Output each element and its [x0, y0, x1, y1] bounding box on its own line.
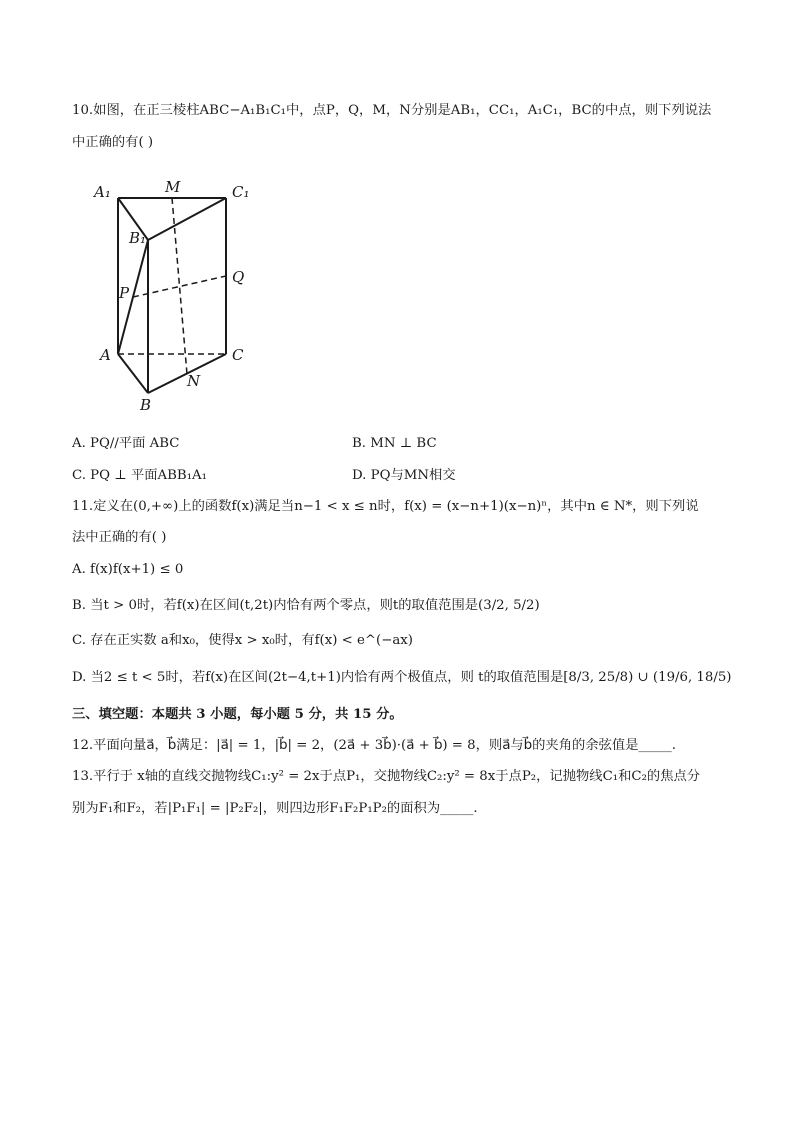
- label-b1: B₁: [129, 229, 147, 247]
- q10-stem-line2: 中正确的有( ): [72, 135, 154, 150]
- label-b: B: [140, 396, 152, 414]
- label-n: N: [187, 372, 201, 390]
- label-c1: C₁: [232, 183, 250, 201]
- q11-option-a: A. f(x)f(x+1) ≤ 0: [72, 562, 184, 577]
- q10-option-d: D. PQ与MN相交: [352, 468, 456, 483]
- q11-option-b: B. 当t > 0时，若f(x)在区间(t,2t)内恰有两个零点，则t的取值范围是(3/2, 5/2): [72, 598, 540, 613]
- q13-stem-line2: 别为F₁和F₂，若|P₁F₁| = |P₂F₂|，则四边形F₁F₂P₁P₂的面积为_____.: [72, 801, 478, 816]
- q13-stem-line1: 13.平行于 x轴的直线交抛物线C₁:y² = 2x于点P₁，交抛物线C₂:y² = 8x于点P₂，记抛物线C₁和C₂的焦点分: [72, 769, 701, 784]
- label-c: C: [232, 346, 244, 364]
- section-heading-fill-in: 三、填空题：本题共 3 小题，每小题 5 分，共 15 分。: [72, 707, 403, 722]
- label-a: A: [100, 346, 111, 364]
- label-q: Q: [232, 268, 245, 286]
- label-p: P: [119, 284, 130, 302]
- q10-option-c: C. PQ ⊥ 平面ABB₁A₁: [72, 468, 207, 483]
- label-a1: A₁: [94, 183, 111, 201]
- q12-stem: 12.平面向量a⃗，b⃗满足：|a⃗| = 1，|b⃗| = 2，(2a⃗ + 3b⃗)·(a⃗ + b⃗) = 8，则a⃗与b⃗的夹角的余弦值是_____.: [72, 738, 676, 753]
- q11-stem-line2: 法中正确的有( ): [72, 530, 167, 545]
- label-m: M: [165, 178, 181, 196]
- prism-figure: [86, 172, 276, 417]
- q11-option-c: C. 存在正实数 a和x₀，使得x > x₀时，有f(x) < e^(−ax): [72, 633, 413, 648]
- q10-option-a: A. PQ//平面 ABC: [72, 436, 180, 451]
- q10-option-b: B. MN ⊥ BC: [352, 436, 437, 451]
- q11-stem-line1: 11.定义在(0,+∞)上的函数f(x)满足当n−1 < x ≤ n时，f(x) = (x−n+1)(x−n)ⁿ，其中n ∈ N*，则下列说: [72, 499, 699, 514]
- q11-option-d: D. 当2 ≤ t < 5时，若f(x)在区间(2t−4,t+1)内恰有两个极值点，则 t的取值范围是[8/3, 25/8) ∪ (19/6, 18/5): [72, 670, 732, 685]
- q10-stem-line1: 10.如图，在正三棱柱ABC−A₁B₁C₁中，点P，Q，M，N分别是AB₁，CC₁，A₁C₁，BC的中点，则下列说法: [72, 103, 712, 118]
